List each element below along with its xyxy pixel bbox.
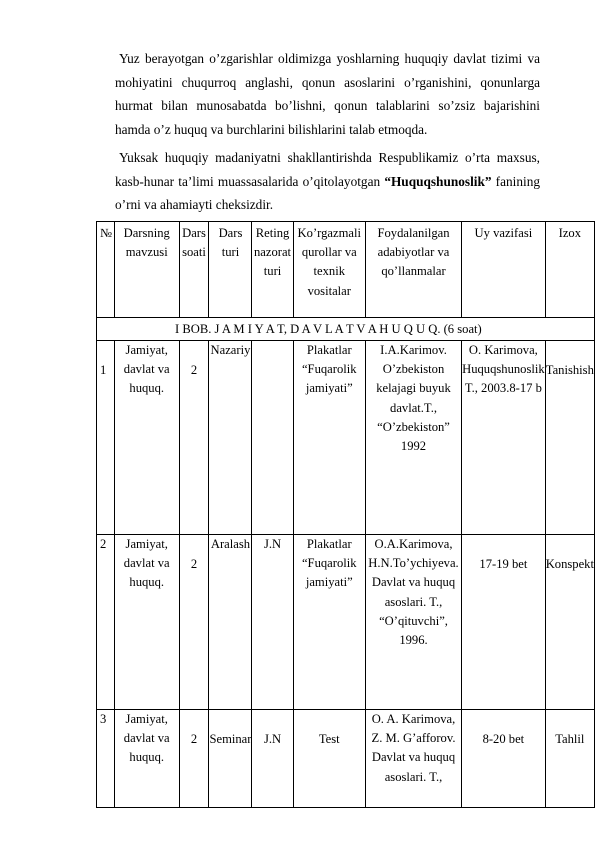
row-3-literature: O. A. Karimova, Z. M. G’afforov. Davlat va huquq asoslari. T., (365, 710, 461, 808)
row-3-topic: Jamiyat, davlat va huquq. (114, 710, 179, 808)
row-3-visual: Test (293, 710, 365, 808)
row-2-note: Konspekt (545, 535, 594, 710)
row-3-homework: 8-20 bet (462, 710, 546, 808)
header-hours: Dars soati (179, 222, 209, 318)
header-rating: Reting nazorat turi (252, 222, 293, 318)
intro-paragraph-2-suffix: fanining o’rni va ahamiayti cheksizdir. (115, 173, 540, 213)
row-1-topic: Jamiyat, davlat va huquq. (114, 341, 179, 535)
intro-paragraph-2 (115, 146, 540, 217)
row-2-hours: 2 (179, 535, 209, 710)
row-1-homework: O. Karimova, Huquqshunoslik T., 2003.8-17 b (462, 341, 546, 535)
table-row (97, 341, 595, 535)
row-3-num: 3 (97, 710, 115, 808)
row-2-literature: O.A.Karimova, H.N.To’ychiyeva. Davlat va huquq asoslari. T., “O’qituvchi”, 1996. (365, 535, 461, 710)
row-3-note: Tahlil (545, 710, 594, 808)
row-3-rating: J.N (252, 710, 293, 808)
row-2-topic: Jamiyat, davlat va huquq. (114, 535, 179, 710)
lesson-plan-table (96, 221, 595, 808)
header-note: Izox (545, 222, 594, 318)
row-1-type: Nazariy (209, 341, 252, 535)
row-1-rating (252, 341, 293, 535)
row-1-literature: I.A.Karimov. O’zbekiston kelajagi buyuk davlat.T., “O’zbekiston” 1992 (365, 341, 461, 535)
header-literature: Foydalanilgan adabiyotlar va qo’llanmalar (365, 222, 461, 318)
row-1-note: Tanishish (545, 341, 594, 535)
section-title: I BOB. J A M I Y A T, D A V L A T V A H U Q U Q. (6 soat) (97, 318, 595, 341)
intro-paragraph-1-text: Yuz berayotgan o’zgarishlar oldimizga yoshlarning huquqiy davlat tizimi va mohiyatini chuqurroq anglashi, qonun asoslarini o’rganishini, qonunlarga hurmat bilan munosabatda bo’lishni, qonun talablarini so’zsiz bajarishini hamda o’z huquq va burchlarini bilishlarini talab etmoqda. (115, 51, 540, 137)
table-row (97, 535, 595, 710)
section-row (97, 318, 595, 341)
row-1-visual: Plakatlar “Fuqarolik jamiyati” (293, 341, 365, 535)
row-2-num: 2 (97, 535, 115, 710)
header-visual: Ko’rgazmali qurollar va texnik vositalar (293, 222, 365, 318)
subject-name: “Huquqshunoslik” (384, 173, 492, 189)
table-header-row (97, 222, 595, 318)
header-homework: Uy vazifasi (462, 222, 546, 318)
header-type: Dars turi (209, 222, 252, 318)
row-2-visual: Plakatlar “Fuqarolik jamiyati” (293, 535, 365, 710)
row-2-type: Aralash (209, 535, 252, 710)
row-1-num: 1 (97, 341, 115, 535)
header-topic: Darsning mavzusi (114, 222, 179, 318)
table-row (97, 710, 595, 808)
row-2-rating: J.N (252, 535, 293, 710)
row-3-type: Seminar (209, 710, 252, 808)
header-num: № (97, 222, 115, 318)
row-3-hours: 2 (179, 710, 209, 808)
row-2-homework: 17-19 bet (462, 535, 546, 710)
intro-paragraph-2-prefix: Yuksak huquqiy madaniyatni shakllantirishda Respublikamiz o’rta maxsus, kasb-hunar ta’limi muassasalarida o’qitolayotgan (115, 150, 540, 189)
intro-paragraph-1 (115, 47, 540, 141)
row-1-hours: 2 (179, 341, 209, 535)
